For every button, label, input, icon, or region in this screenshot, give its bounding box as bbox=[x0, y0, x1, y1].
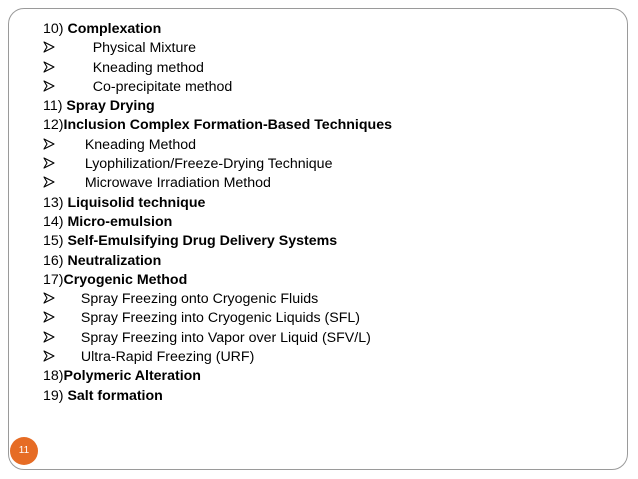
numbered-heading bbox=[43, 213, 603, 232]
bullet-text: Co-precipitate method bbox=[73, 78, 233, 95]
bullet-item bbox=[43, 136, 603, 155]
heading-number: 16) bbox=[43, 252, 68, 269]
heading-number: 10) bbox=[43, 21, 68, 37]
bullet-text: Microwave Irradiation Method bbox=[73, 175, 271, 192]
heading-text: Polymeric Alteration bbox=[63, 368, 201, 385]
bullet-text: Ultra-Rapid Freezing (URF) bbox=[73, 349, 255, 366]
bullet-text: Physical Mixture bbox=[73, 40, 196, 57]
bullet-text: Kneading Method bbox=[73, 136, 197, 153]
page-number-badge: 11 bbox=[10, 437, 38, 465]
heading-number: 17) bbox=[43, 271, 64, 288]
numbered-heading bbox=[43, 97, 603, 116]
heading-text: Complexation bbox=[67, 21, 162, 37]
arrowhead-bullet-icon bbox=[43, 59, 73, 78]
numbered-heading bbox=[43, 271, 603, 290]
bullet-item bbox=[43, 174, 603, 193]
bullet-item bbox=[43, 39, 603, 58]
arrowhead-bullet-icon bbox=[43, 155, 73, 174]
heading-text: Cryogenic Method bbox=[63, 271, 188, 288]
numbered-heading bbox=[43, 367, 603, 386]
arrowhead-bullet-icon bbox=[43, 39, 73, 58]
arrowhead-bullet-icon bbox=[43, 290, 73, 309]
numbered-heading bbox=[43, 116, 603, 135]
arrowhead-bullet-icon bbox=[43, 174, 73, 193]
bullet-item bbox=[43, 155, 603, 174]
bullet-item bbox=[43, 309, 603, 328]
numbered-heading bbox=[43, 194, 603, 213]
arrowhead-bullet-icon bbox=[43, 78, 73, 97]
heading-text: Inclusion Complex Formation-Based Techniques bbox=[63, 117, 392, 134]
heading-text: Self-Emulsifying Drug Delivery Systems bbox=[67, 233, 338, 250]
bullet-item bbox=[43, 290, 603, 309]
numbered-heading bbox=[43, 20, 603, 39]
heading-number: 15) bbox=[43, 233, 68, 250]
arrowhead-bullet-icon bbox=[43, 309, 73, 328]
bullet-text: Spray Freezing onto Cryogenic Fluids bbox=[73, 291, 319, 308]
bullet-item bbox=[43, 59, 603, 78]
slide-content bbox=[43, 20, 603, 406]
bullet-text: Kneading method bbox=[73, 59, 204, 76]
heading-text: Salt formation bbox=[67, 387, 163, 404]
heading-text: Liquisolid technique bbox=[67, 194, 206, 211]
arrowhead-bullet-icon bbox=[43, 348, 73, 367]
bullet-item bbox=[43, 78, 603, 97]
heading-number: 11) bbox=[43, 98, 67, 115]
heading-number: 18) bbox=[43, 368, 64, 385]
bullet-text: Spray Freezing into Vapor over Liquid (SFV/L) bbox=[73, 329, 371, 346]
bullet-text: Spray Freezing into Cryogenic Liquids (SFL) bbox=[73, 310, 361, 327]
heading-text: Micro-emulsion bbox=[67, 213, 173, 230]
heading-number: 12) bbox=[43, 117, 64, 134]
bullet-item bbox=[43, 348, 603, 367]
arrowhead-bullet-icon bbox=[43, 329, 73, 348]
arrowhead-bullet-icon bbox=[43, 136, 73, 155]
heading-number: 19) bbox=[43, 387, 68, 404]
heading-number: 14) bbox=[43, 213, 68, 230]
numbered-heading bbox=[43, 232, 603, 251]
numbered-heading bbox=[43, 387, 603, 406]
bullet-text: Lyophilization/Freeze-Drying Technique bbox=[73, 156, 333, 173]
heading-text: Spray Drying bbox=[66, 98, 155, 115]
bullet-item bbox=[43, 329, 603, 348]
heading-number: 13) bbox=[43, 194, 68, 211]
heading-text: Neutralization bbox=[67, 252, 162, 269]
numbered-heading bbox=[43, 252, 603, 271]
